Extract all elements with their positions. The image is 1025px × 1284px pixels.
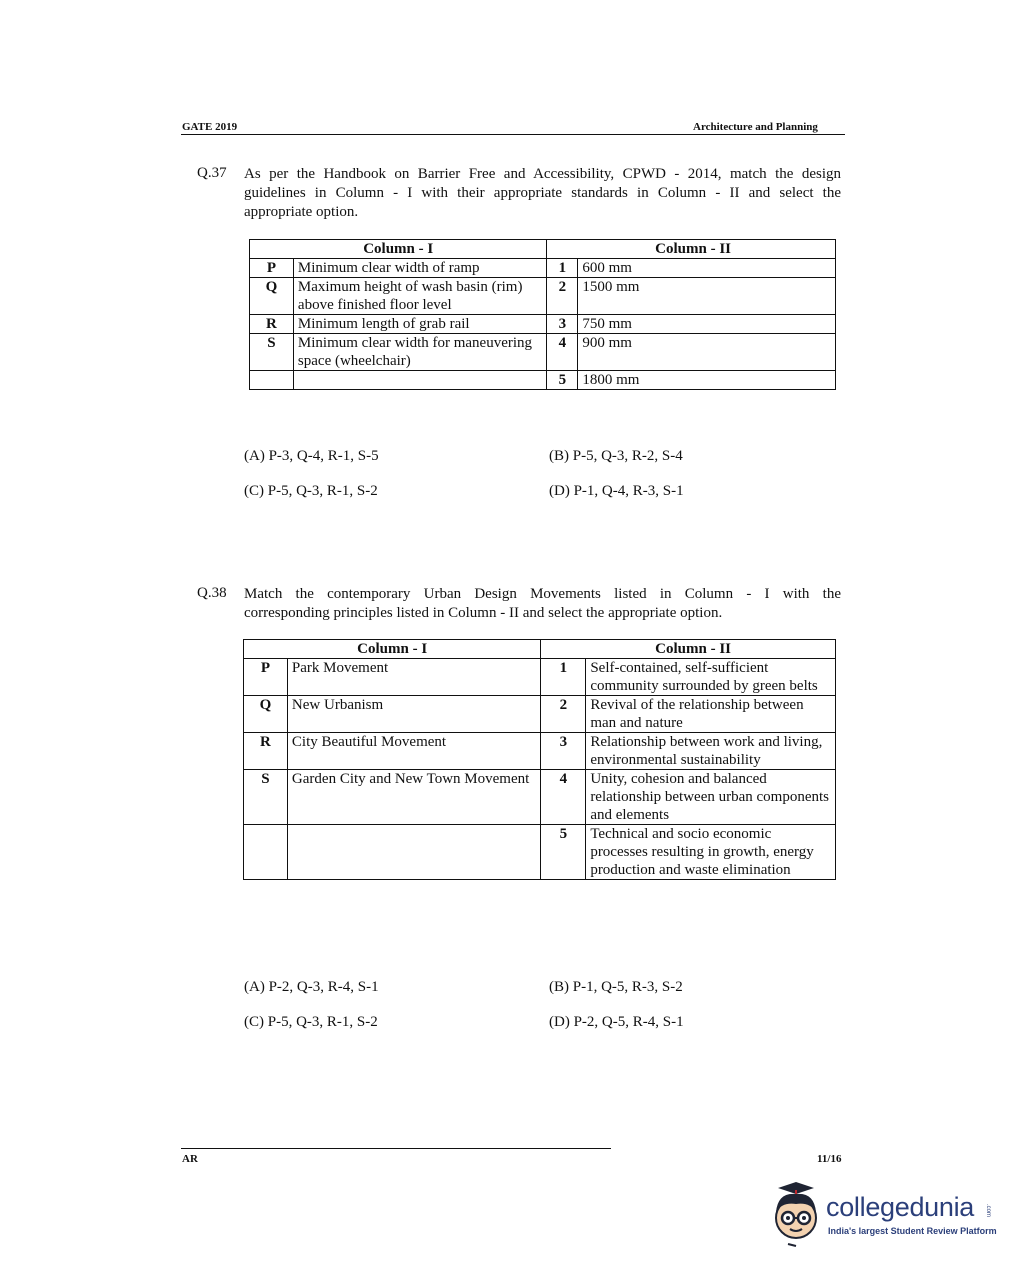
row-num: 1 <box>541 659 586 696</box>
row-text: Minimum clear width of ramp <box>293 259 546 278</box>
row-num: 1 <box>547 259 578 278</box>
row-text: Maximum height of wash basin (rim) above finished floor level <box>293 278 546 315</box>
row-value: 750 mm <box>578 315 836 334</box>
collegedunia-mascot-icon <box>766 1178 828 1248</box>
row-text: New Urbanism <box>287 696 540 733</box>
q38-number: Q.38 <box>197 585 227 601</box>
q38-option-c[interactable]: (C) P-5, Q-3, R-1, S-2 <box>244 1014 378 1030</box>
header-exam: GATE 2019 <box>182 121 238 133</box>
header-rule <box>181 134 845 135</box>
table-row <box>244 733 836 770</box>
row-text <box>293 371 546 390</box>
table-row <box>250 278 836 315</box>
row-label: R <box>250 315 294 334</box>
row-label: Q <box>244 696 288 733</box>
q38-line-2: corresponding principles listed in Column - II and select the appropriate option. <box>244 605 723 621</box>
q37-option-b[interactable]: (B) P-5, Q-3, R-2, S-4 <box>549 448 683 464</box>
row-num: 4 <box>547 334 578 371</box>
q38-line-1: Match the contemporary Urban Design Movements listed in Column - I with the <box>244 586 841 602</box>
row-num: 4 <box>541 770 586 825</box>
row-value: Technical and socio economic processes resulting in growth, energy production and waste elimination <box>586 825 836 880</box>
table-row <box>250 334 836 371</box>
q37-question <box>244 165 841 222</box>
row-value: 900 mm <box>578 334 836 371</box>
row-label: S <box>244 770 288 825</box>
row-value: 600 mm <box>578 259 836 278</box>
table-row <box>244 825 836 880</box>
q38-question <box>244 585 841 623</box>
q38-match-table <box>243 639 836 880</box>
row-text: Garden City and New Town Movement <box>287 770 540 825</box>
row-value: Revival of the relationship between man and nature <box>586 696 836 733</box>
q37-option-a[interactable]: (A) P-3, Q-4, R-1, S-5 <box>244 448 379 464</box>
row-text: Park Movement <box>287 659 540 696</box>
row-label: S <box>250 334 294 371</box>
logo-wordmark: collegedunia <box>826 1192 975 1222</box>
row-num: 5 <box>541 825 586 880</box>
row-num: 3 <box>547 315 578 334</box>
row-num: 2 <box>547 278 578 315</box>
logo-com: .com <box>985 1204 991 1218</box>
row-label: P <box>250 259 294 278</box>
footer-page-number: 11/16 <box>817 1153 842 1165</box>
row-value: Unity, cohesion and balanced relationship between urban components and elements <box>586 770 836 825</box>
q37-option-c[interactable]: (C) P-5, Q-3, R-1, S-2 <box>244 483 378 499</box>
row-value: 1800 mm <box>578 371 836 390</box>
row-label <box>250 371 294 390</box>
q37-number: Q.37 <box>197 165 227 181</box>
q37-col2-header: Column - II <box>547 240 836 259</box>
row-value: Self-contained, self-sufficient community surrounded by green belts <box>586 659 836 696</box>
q38-col2-header: Column - II <box>541 640 836 659</box>
row-text: Minimum clear width for maneuvering space (wheelchair) <box>293 334 546 371</box>
row-label: R <box>244 733 288 770</box>
q38-header-row <box>244 640 836 659</box>
logo-tagline: India's largest Student Review Platform <box>828 1226 997 1236</box>
footer-rule <box>181 1148 611 1149</box>
q38-option-b[interactable]: (B) P-1, Q-5, R-3, S-2 <box>549 979 683 995</box>
footer-paper-code: AR <box>182 1153 198 1165</box>
table-row <box>250 259 836 278</box>
q37-col1-header: Column - I <box>250 240 547 259</box>
row-num: 2 <box>541 696 586 733</box>
row-label: P <box>244 659 288 696</box>
row-num: 3 <box>541 733 586 770</box>
q37-line-2: guidelines in Column - I with their appropriate standards in Column - II and select the <box>244 185 841 201</box>
table-row <box>250 315 836 334</box>
row-value: Relationship between work and living, environmental sustainability <box>586 733 836 770</box>
header-subject: Architecture and Planning <box>693 121 818 133</box>
row-label: Q <box>250 278 294 315</box>
q37-line-3: appropriate option. <box>244 204 359 220</box>
row-text <box>287 825 540 880</box>
q37-option-d[interactable]: (D) P-1, Q-4, R-3, S-1 <box>549 483 684 499</box>
q38-col1-header: Column - I <box>244 640 541 659</box>
q37-match-table <box>249 239 836 390</box>
table-row <box>244 659 836 696</box>
q38-option-a[interactable]: (A) P-2, Q-3, R-4, S-1 <box>244 979 379 995</box>
row-text: City Beautiful Movement <box>287 733 540 770</box>
table-row <box>244 770 836 825</box>
table-row <box>250 371 836 390</box>
table-row <box>244 696 836 733</box>
q38-option-d[interactable]: (D) P-2, Q-5, R-4, S-1 <box>549 1014 684 1030</box>
q37-line-1: As per the Handbook on Barrier Free and Accessibility, CPWD - 2014, match the design <box>244 166 841 182</box>
row-value: 1500 mm <box>578 278 836 315</box>
q37-header-row <box>250 240 836 259</box>
row-text: Minimum length of grab rail <box>293 315 546 334</box>
row-num: 5 <box>547 371 578 390</box>
row-label <box>244 825 288 880</box>
